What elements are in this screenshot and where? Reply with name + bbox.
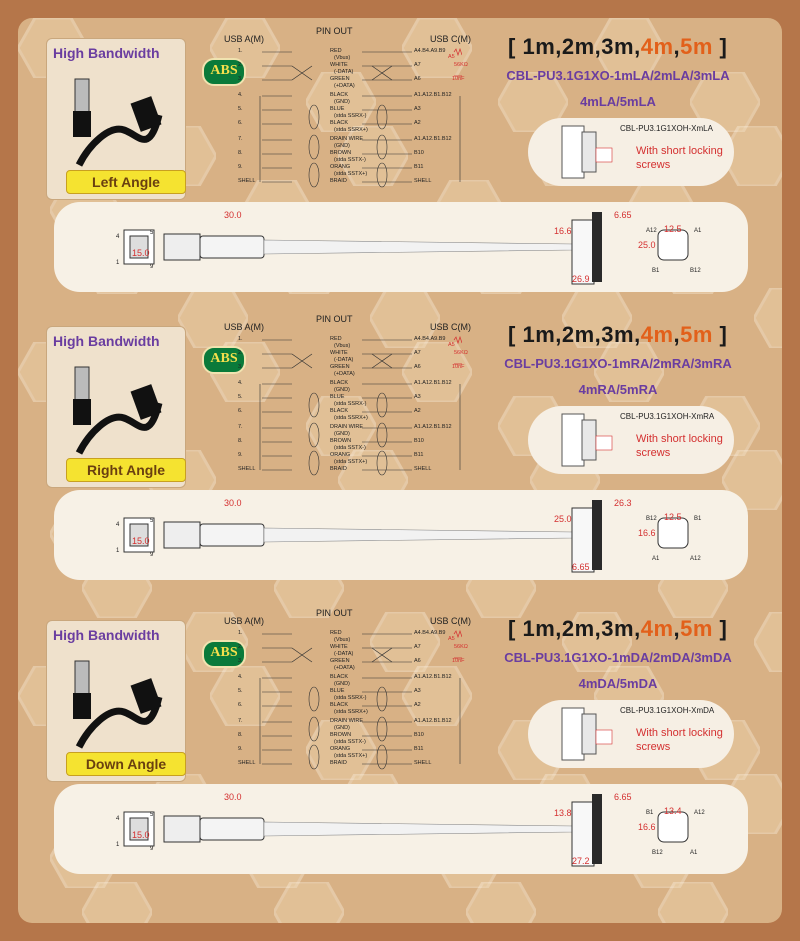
dim-b: 16.6 bbox=[554, 226, 572, 236]
dim-b: 13.8 bbox=[554, 808, 572, 818]
wire-name: RED bbox=[330, 48, 342, 54]
usb-c-pin: B10 bbox=[414, 438, 424, 444]
hex-tile bbox=[658, 882, 728, 923]
abs-badge: ABS bbox=[202, 640, 246, 668]
wire-name: BLUE bbox=[330, 688, 345, 694]
length-option: 2m bbox=[561, 34, 595, 59]
usb-c-pin: A1.A12.B1.B12 bbox=[414, 380, 452, 386]
detail-part-code: CBL-PU3.1G1XOH-XmRA bbox=[620, 412, 715, 421]
wire-number: 7. bbox=[238, 136, 243, 142]
length-option: 2m bbox=[561, 616, 595, 641]
pin-label: A1 bbox=[694, 228, 702, 234]
plug-height-dim: 15.0 bbox=[132, 536, 150, 546]
wire-signal: (Vbus) bbox=[334, 343, 351, 349]
wire-signal: (stda SSTX-) bbox=[334, 739, 366, 745]
resistor-pin-label: A5 bbox=[448, 342, 455, 348]
spec-sheet-panel bbox=[18, 18, 782, 923]
wire-signal: (Vbus) bbox=[334, 55, 351, 61]
angle-label: Left Angle bbox=[66, 170, 186, 194]
wire-signal: (+DATA) bbox=[334, 83, 355, 89]
connector-detail-icon bbox=[542, 118, 632, 186]
wire-number: 9. bbox=[238, 164, 243, 170]
wire-signal: (stda SSRX-) bbox=[334, 113, 367, 119]
usb-c-pin: A7 bbox=[414, 62, 421, 68]
length-option: 1m bbox=[522, 34, 556, 59]
wire-name: BLACK bbox=[330, 702, 349, 708]
wire-signal: (stda SSTX+) bbox=[334, 171, 368, 177]
dim-e: 12.5 bbox=[664, 224, 682, 234]
pin-label: A1 bbox=[690, 850, 698, 856]
wire-number: 1. bbox=[238, 630, 243, 636]
wire-signal: (stda SSTX+) bbox=[334, 459, 368, 465]
resistor-pin-label: A5 bbox=[448, 636, 455, 642]
cable-photo-icon bbox=[69, 75, 169, 185]
length-option: 1m bbox=[522, 616, 556, 641]
length-options: [ 1m,2m,3m,4m,5m ] bbox=[508, 616, 728, 641]
wire-name: WHITE bbox=[330, 644, 348, 650]
usb-c-pin: A3 bbox=[414, 394, 421, 400]
detail-note: With short locking screws bbox=[636, 727, 723, 753]
wire-signal: (stda SSRX-) bbox=[334, 695, 367, 701]
wire-number: 3. bbox=[238, 364, 243, 370]
wire-number: 4. bbox=[238, 380, 243, 386]
wire-name: WHITE bbox=[330, 350, 348, 356]
usb-c-pin: A7 bbox=[414, 350, 421, 356]
wire-number: 1. bbox=[238, 48, 243, 54]
wire-name: RED bbox=[330, 336, 342, 342]
part-number-line-2: 4mLA/5mLA bbox=[580, 94, 656, 109]
usb-c-pin: A2 bbox=[414, 702, 421, 708]
usb-c-pin: A2 bbox=[414, 120, 421, 126]
pinout-title: PIN OUT bbox=[316, 314, 353, 324]
pin-label: A12 bbox=[694, 810, 705, 816]
wire-number: 1. bbox=[238, 336, 243, 342]
pin-label: A12 bbox=[690, 556, 701, 562]
usb-c-label: USB C(M) bbox=[430, 616, 471, 626]
port-number: 4 bbox=[116, 234, 120, 240]
length-option: 2m bbox=[561, 322, 595, 347]
abs-badge: ABS bbox=[202, 58, 246, 86]
dimension-drawing bbox=[54, 202, 748, 292]
part-number-line-2: 4mRA/5mRA bbox=[578, 382, 658, 397]
usb-c-pin: B10 bbox=[414, 150, 424, 156]
pin-label: B12 bbox=[690, 268, 701, 274]
plug-height-dim: 15.0 bbox=[132, 248, 150, 258]
length-options: [ 1m,2m,3m,4m,5m ] bbox=[508, 322, 728, 347]
detail-part-code: CBL-PU3.1G1XOH-XmDA bbox=[620, 706, 715, 715]
plug-length-dim: 30.0 bbox=[224, 792, 242, 802]
dim-c: 16.6 bbox=[638, 822, 656, 832]
wire-signal: (stda SSTX-) bbox=[334, 445, 366, 451]
wire-name: DRAIN WIRE bbox=[330, 424, 363, 430]
length-option: 3m bbox=[601, 322, 635, 347]
connector-detail-icon bbox=[542, 700, 632, 768]
usb-a-label: USB A(M) bbox=[224, 616, 265, 626]
bandwidth-badge: High Bandwidth bbox=[53, 333, 160, 349]
length-option: 3m bbox=[601, 34, 635, 59]
pin-label: B1 bbox=[646, 810, 654, 816]
wire-signal: (Vbus) bbox=[334, 637, 351, 643]
length-options: [ 1m,2m,3m,4m,5m ] bbox=[508, 34, 728, 59]
cable-photo-icon bbox=[69, 363, 169, 473]
wire-signal: (GND) bbox=[334, 99, 350, 105]
usb-a-label: USB A(M) bbox=[224, 322, 265, 332]
part-number-line-1: CBL-PU3.1G1XO-1mRA/2mRA/3mRA bbox=[504, 356, 732, 371]
length-option: 3m bbox=[601, 616, 635, 641]
wire-number: SHELL bbox=[238, 760, 256, 766]
usb-c-pin: A2 bbox=[414, 408, 421, 414]
wire-number: 3. bbox=[238, 658, 243, 664]
wire-signal: (stda SSRX+) bbox=[334, 709, 368, 715]
wire-signal: (stda SSTX-) bbox=[334, 157, 366, 163]
port-number: 5 bbox=[150, 812, 154, 818]
wire-number: 6. bbox=[238, 408, 243, 414]
wire-name: GREEN bbox=[330, 76, 350, 82]
usb-c-label: USB C(M) bbox=[430, 322, 471, 332]
port-number: 1 bbox=[116, 260, 120, 266]
hex-tile bbox=[754, 612, 782, 672]
usb-c-pin: A1.A12.B1.B12 bbox=[414, 136, 452, 142]
usb-c-pin: A1.A12.B1.B12 bbox=[414, 674, 452, 680]
usb-a-label: USB A(M) bbox=[224, 34, 265, 44]
wire-number: 2. bbox=[238, 62, 243, 68]
resistor-value: 56KΩ bbox=[454, 62, 468, 68]
dim-d: 27.2 bbox=[572, 856, 590, 866]
wire-signal: (GND) bbox=[334, 387, 350, 393]
plug-height-dim: 15.0 bbox=[132, 830, 150, 840]
connector-detail-icon bbox=[542, 406, 632, 474]
wire-number: 6. bbox=[238, 702, 243, 708]
wire-number: 5. bbox=[238, 688, 243, 694]
usb-c-pin: A7 bbox=[414, 644, 421, 650]
wire-name: BLACK bbox=[330, 120, 349, 126]
detail-note: With short locking screws bbox=[636, 433, 723, 459]
hex-tile bbox=[466, 882, 536, 923]
wire-number: 7. bbox=[238, 718, 243, 724]
wire-name: DRAIN WIRE bbox=[330, 136, 363, 142]
resistor-value: 56KΩ bbox=[454, 350, 468, 356]
pin-label: B1 bbox=[652, 268, 660, 274]
usb-c-pin: A3 bbox=[414, 106, 421, 112]
wire-signal: (-DATA) bbox=[334, 357, 354, 363]
length-option: 4m bbox=[640, 322, 674, 347]
length-option: 5m bbox=[680, 322, 713, 347]
wire-number: 8. bbox=[238, 150, 243, 156]
wire-number: 2. bbox=[238, 644, 243, 650]
usb-c-pin: A6 bbox=[414, 658, 421, 664]
wire-name: BROWN bbox=[330, 732, 352, 738]
wire-name: RED bbox=[330, 630, 342, 636]
port-number: 5 bbox=[150, 518, 154, 524]
dim-b: 25.0 bbox=[554, 514, 572, 524]
wire-signal: (-DATA) bbox=[334, 651, 354, 657]
wire-name: BLACK bbox=[330, 92, 349, 98]
usb-c-pin: A6 bbox=[414, 364, 421, 370]
wire-name: BROWN bbox=[330, 438, 352, 444]
capacitor-value: 10nF bbox=[452, 658, 465, 664]
wire-signal: (GND) bbox=[334, 431, 350, 437]
wire-signal: (stda SSRX+) bbox=[334, 127, 368, 133]
wire-signal: (stda SSTX+) bbox=[334, 753, 368, 759]
part-number-line-1: CBL-PU3.1G1XO-1mLA/2mLA/3mLA bbox=[506, 68, 730, 83]
wire-name: BROWN bbox=[330, 150, 352, 156]
dim-a: 6.65 bbox=[614, 210, 632, 220]
wire-name: GREEN bbox=[330, 658, 350, 664]
hex-tile bbox=[754, 288, 782, 348]
part-number-line-2: 4mDA/5mDA bbox=[578, 676, 658, 691]
pin-label: A1 bbox=[652, 556, 660, 562]
usb-c-pin: A4.B4.A9.B9 bbox=[414, 336, 446, 342]
usb-c-pin: A1.A12.B1.B12 bbox=[414, 92, 452, 98]
length-option: 5m bbox=[680, 34, 713, 59]
usb-c-pin: B11 bbox=[414, 452, 424, 458]
wire-signal: (stda SSRX+) bbox=[334, 415, 368, 421]
length-option: 4m bbox=[640, 34, 674, 59]
dim-c: 25.0 bbox=[638, 240, 656, 250]
port-number: 5 bbox=[150, 230, 154, 236]
usb-c-pin: A1.A12.B1.B12 bbox=[414, 718, 452, 724]
hex-tile bbox=[82, 882, 152, 923]
pin-label: B12 bbox=[652, 850, 663, 856]
wire-name: GREEN bbox=[330, 364, 350, 370]
wire-number: 5. bbox=[238, 394, 243, 400]
pin-label: A12 bbox=[646, 228, 657, 234]
wire-name: DRAIN WIRE bbox=[330, 718, 363, 724]
wire-name: BLUE bbox=[330, 394, 345, 400]
wire-number: 6. bbox=[238, 120, 243, 126]
usb-c-pin: A3 bbox=[414, 688, 421, 694]
part-number-line-1: CBL-PU3.1G1XO-1mDA/2mDA/3mDA bbox=[504, 650, 732, 665]
usb-c-pin: SHELL bbox=[414, 466, 432, 472]
wire-name: ORANG bbox=[330, 164, 351, 170]
pinout-title: PIN OUT bbox=[316, 608, 353, 618]
wire-signal: (-DATA) bbox=[334, 69, 354, 75]
wire-number: 8. bbox=[238, 438, 243, 444]
wire-number: 2. bbox=[238, 350, 243, 356]
resistor-value: 56KΩ bbox=[454, 644, 468, 650]
wire-name: BLACK bbox=[330, 408, 349, 414]
wire-number: 3. bbox=[238, 76, 243, 82]
wire-name: BLACK bbox=[330, 674, 349, 680]
port-number: 4 bbox=[116, 522, 120, 528]
port-number: 9 bbox=[150, 846, 154, 852]
wire-name: BRAID bbox=[330, 760, 347, 766]
resistor-pin-label: A5 bbox=[448, 54, 455, 60]
wire-signal: (GND) bbox=[334, 725, 350, 731]
dim-e: 13.4 bbox=[664, 806, 682, 816]
dimension-drawing bbox=[54, 490, 748, 580]
length-option: 4m bbox=[640, 616, 674, 641]
locking-screw-detail bbox=[528, 700, 734, 768]
wire-number: 8. bbox=[238, 732, 243, 738]
plug-length-dim: 30.0 bbox=[224, 210, 242, 220]
usb-c-pin: SHELL bbox=[414, 178, 432, 184]
locking-screw-detail bbox=[528, 406, 734, 474]
pin-label: B1 bbox=[694, 516, 702, 522]
capacitor-value: 10nF bbox=[452, 76, 465, 82]
wire-number: 5. bbox=[238, 106, 243, 112]
wire-signal: (GND) bbox=[334, 681, 350, 687]
length-option: 1m bbox=[522, 322, 556, 347]
port-number: 1 bbox=[116, 548, 120, 554]
wire-name: BLACK bbox=[330, 380, 349, 386]
wire-name: WHITE bbox=[330, 62, 348, 68]
wire-name: BLUE bbox=[330, 106, 345, 112]
detail-part-code: CBL-PU3.1G1XOH-XmLA bbox=[620, 124, 713, 133]
wire-number: 9. bbox=[238, 746, 243, 752]
wire-name: ORANG bbox=[330, 746, 351, 752]
usb-c-pin: A4.B4.A9.B9 bbox=[414, 630, 446, 636]
usb-c-pin: A1.A12.B1.B12 bbox=[414, 424, 452, 430]
port-number: 1 bbox=[116, 842, 120, 848]
port-number: 4 bbox=[116, 816, 120, 822]
dim-a: 6.65 bbox=[614, 792, 632, 802]
dim-a: 26.3 bbox=[614, 498, 632, 508]
pinout-title: PIN OUT bbox=[316, 26, 353, 36]
usb-c-pin: A4.B4.A9.B9 bbox=[414, 48, 446, 54]
pin-label: B12 bbox=[646, 516, 657, 522]
wire-number: 7. bbox=[238, 424, 243, 430]
usb-c-pin: B11 bbox=[414, 164, 424, 170]
capacitor-value: 10nF bbox=[452, 364, 465, 370]
wire-number: 4. bbox=[238, 674, 243, 680]
bandwidth-badge: High Bandwidth bbox=[53, 627, 160, 643]
wire-name: BRAID bbox=[330, 178, 347, 184]
plug-length-dim: 30.0 bbox=[224, 498, 242, 508]
abs-badge: ABS bbox=[202, 346, 246, 374]
cable-photo-icon bbox=[69, 657, 169, 767]
wire-signal: (GND) bbox=[334, 143, 350, 149]
wire-number: 4. bbox=[238, 92, 243, 98]
angle-label: Right Angle bbox=[66, 458, 186, 482]
hex-tile bbox=[274, 882, 344, 923]
dimension-drawing bbox=[54, 784, 748, 874]
dim-c: 16.6 bbox=[638, 528, 656, 538]
wire-number: SHELL bbox=[238, 466, 256, 472]
bandwidth-badge: High Bandwidth bbox=[53, 45, 160, 61]
angle-label: Down Angle bbox=[66, 752, 186, 776]
wire-signal: (+DATA) bbox=[334, 665, 355, 671]
wire-name: BRAID bbox=[330, 466, 347, 472]
port-number: 9 bbox=[150, 264, 154, 270]
wire-signal: (stda SSRX-) bbox=[334, 401, 367, 407]
dim-d: 26.9 bbox=[572, 274, 590, 284]
wire-name: ORANG bbox=[330, 452, 351, 458]
usb-c-label: USB C(M) bbox=[430, 34, 471, 44]
locking-screw-detail bbox=[528, 118, 734, 186]
wire-number: 9. bbox=[238, 452, 243, 458]
wire-number: SHELL bbox=[238, 178, 256, 184]
dim-e: 12.5 bbox=[664, 512, 682, 522]
dim-d: 6.65 bbox=[572, 562, 590, 572]
port-number: 9 bbox=[150, 552, 154, 558]
length-option: 5m bbox=[680, 616, 713, 641]
usb-c-pin: SHELL bbox=[414, 760, 432, 766]
usb-c-pin: B11 bbox=[414, 746, 424, 752]
wire-signal: (+DATA) bbox=[334, 371, 355, 377]
detail-note: With short locking screws bbox=[636, 145, 723, 171]
usb-c-pin: B10 bbox=[414, 732, 424, 738]
usb-c-pin: A6 bbox=[414, 76, 421, 82]
